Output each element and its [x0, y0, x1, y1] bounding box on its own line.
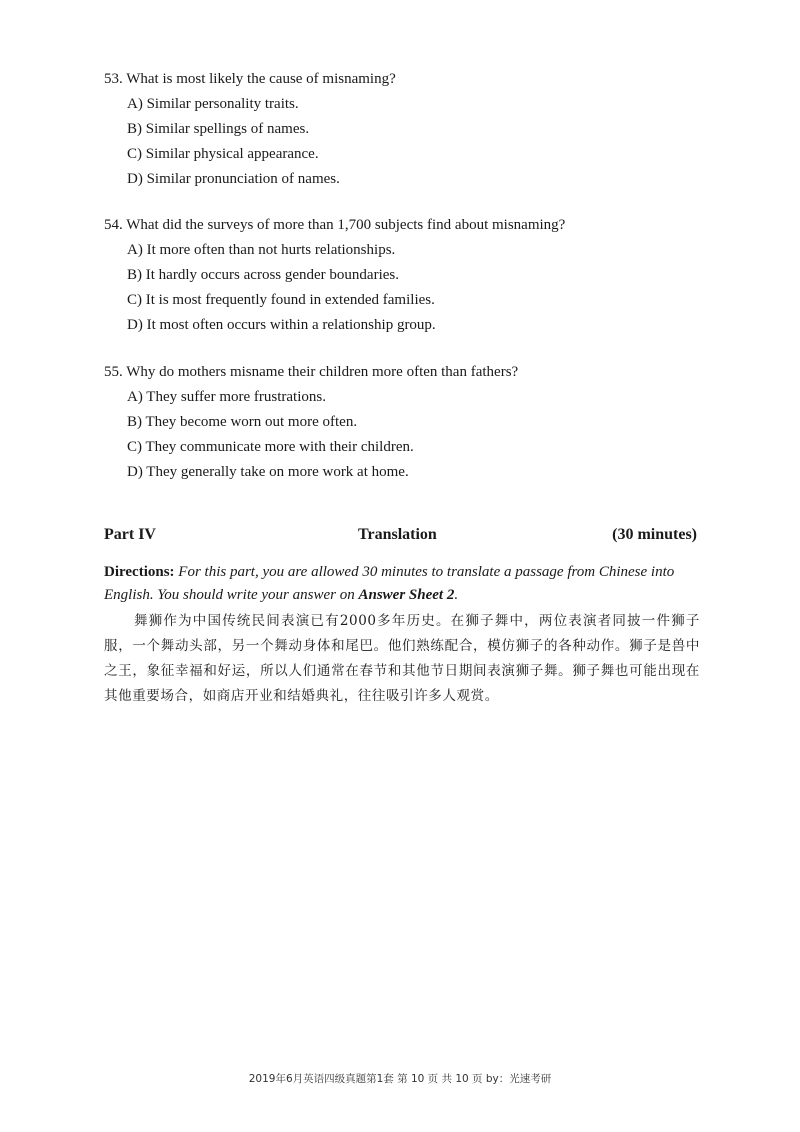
option-b: B) Similar spellings of names. — [127, 121, 310, 137]
question-stem: 53. What is most likely the cause of misnaming? — [104, 71, 396, 87]
directions — [104, 561, 704, 607]
option-b: B) They become worn out more often. — [127, 414, 358, 430]
option-d: D) It most often occurs within a relationship group. — [127, 317, 436, 333]
question-53 — [104, 67, 724, 192]
directions-end: . — [454, 587, 459, 603]
option-d: D) They generally take on more work at home. — [127, 464, 409, 480]
option-a: A) They suffer more frustrations. — [127, 389, 326, 405]
question-55 — [104, 360, 724, 485]
option-a: A) Similar personality traits. — [127, 96, 299, 112]
option-b: B) It hardly occurs across gender boundaries. — [127, 267, 399, 283]
question-54 — [104, 213, 724, 338]
option-c: C) They communicate more with their children. — [127, 439, 414, 455]
page-footer: 2019年6月英语四级真题第1套 第 10 页 共 10 页 by：光速考研 — [248, 1073, 552, 1085]
part-header — [104, 526, 697, 550]
part-number: Part IV — [104, 526, 156, 543]
question-stem: 55. Why do mothers misname their children more often than fathers? — [104, 364, 519, 380]
part-time: (30 minutes) — [612, 526, 697, 543]
option-c: C) It is most frequently found in extended families. — [127, 292, 435, 308]
directions-text: For this part, you are allowed 30 minutes to translate a passage from Chinese into English. You should write your answer on — [104, 564, 675, 603]
option-c: C) Similar physical appearance. — [127, 146, 319, 162]
directions-lead: Directions: — [104, 564, 175, 580]
directions-emphasis: Answer Sheet 2 — [358, 587, 455, 603]
part-title: Translation — [358, 526, 437, 543]
question-stem: 54. What did the surveys of more than 1,700 subjects find about misnaming? — [104, 217, 566, 233]
option-a: A) It more often than not hurts relationships. — [127, 242, 396, 258]
translation-passage: 舞狮作为中国传统民间表演已有2000多年历史。在狮子舞中，两位表演者同披一件狮子服，一个舞动头部，另一个舞动身体和尾巴。他们熟练配合，模仿狮子的各种动作。狮子是兽中之王，象征幸福和好运，所以人们通常在春节和其他节日期间表演狮子舞。狮子舞也可能出现在其他重要场合，如商店开业和结婚典礼，往往吸引许多人观赏。 — [104, 613, 700, 704]
option-d: D) Similar pronunciation of names. — [127, 171, 340, 187]
